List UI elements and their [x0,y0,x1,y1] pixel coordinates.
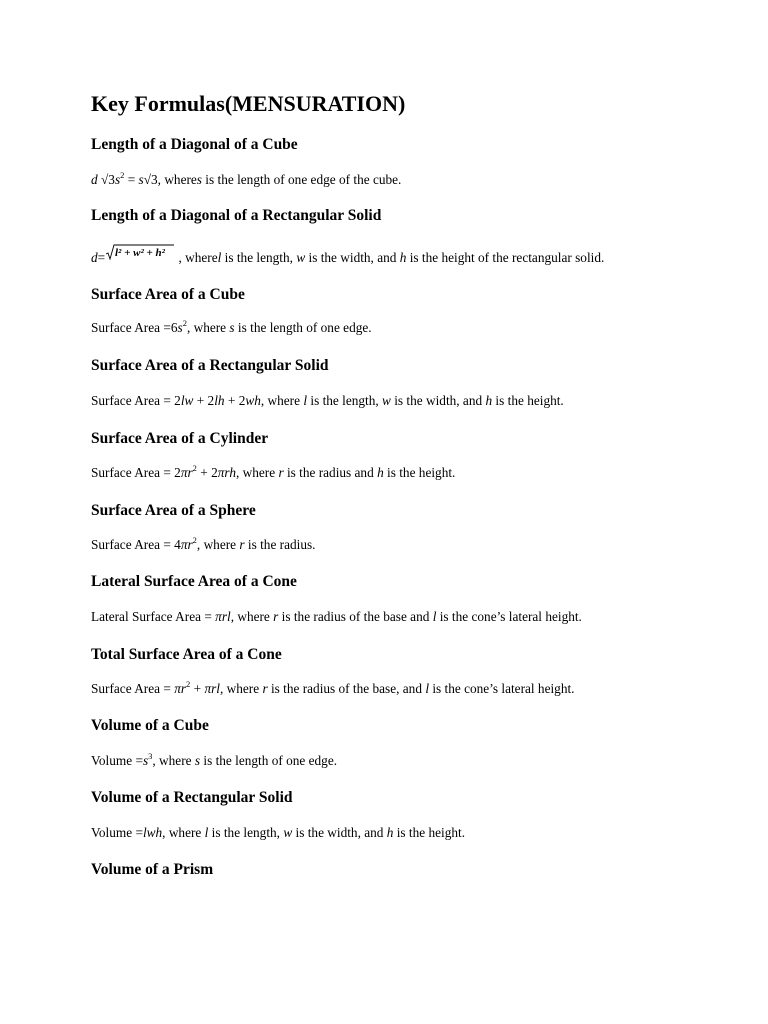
var-s: s [114,172,121,187]
exponent: 2 [192,534,197,545]
var-l: l [217,250,222,265]
var-r: r [278,465,284,480]
text-segment: , where [152,753,195,768]
text-segment: = [97,250,106,265]
var-lwh: lwh [142,825,163,840]
text-segment: is the length of one edge of the cube. [201,172,402,187]
var-w: w [283,825,293,840]
text-segment: , where [219,681,263,696]
var-s: s [194,753,201,768]
var-pi-r: πr [180,465,193,480]
heading-surface-sphere: Surface Area of a Sphere [91,502,256,519]
text-segment: , where [230,609,274,624]
exponent: 3 [148,750,153,761]
text-segment: = [124,172,139,187]
text-segment: is the length, [221,250,297,265]
heading-surface-cube: Surface Area of a Cube [91,286,245,303]
heading-volume-cube: Volume of a Cube [91,717,209,734]
var-w: w [296,250,306,265]
var-r: r [273,609,279,624]
text-segment: is the radius and [283,465,378,480]
text-segment: is the radius of the base, and [267,681,426,696]
exponent: 2 [192,462,197,473]
text-segment: is the height. [383,465,456,480]
text-segment: + 2 [196,465,218,480]
var-r: r [239,537,245,552]
var-d: d [91,172,98,187]
text-segment: , where [175,250,218,265]
text-segment: is the length of one edge. [234,320,372,335]
text-segment: Surface Area = 4 [91,537,181,552]
var-pi-rh: πrh [217,465,236,480]
var-lh: lh [214,393,225,408]
var-s: s [196,172,202,187]
var-s: s [142,753,149,768]
text-segment: Volume = [91,825,143,840]
var-l: l [303,393,308,408]
text-segment: is the length of one edge. [200,753,338,768]
var-s: s [177,320,183,335]
heading-lateral-cone: Lateral Surface Area of a Cone [91,573,297,590]
text-segment: , where [260,393,304,408]
heading-total-surface-cone: Total Surface Area of a Cone [91,646,282,663]
formula-diagonal-cube [91,171,401,189]
var-lw: lw [180,393,194,408]
exponent: 2 [186,678,191,689]
var-l: l [204,825,209,840]
text-segment: is the cone’s lateral height. [436,609,582,624]
text-segment: is the radius. [244,537,316,552]
var-s: s [229,320,235,335]
var-wh: wh [245,393,261,408]
var-d: d [91,250,98,265]
formula-surface-cylinder [91,464,455,482]
text-segment: √3, where [143,172,197,187]
text-segment: , where [235,465,279,480]
var-s: s [138,172,144,187]
heading-volume-prism: Volume of a Prism [91,861,214,878]
heading-surface-rect-solid: Surface Area of a Rectangular Solid [91,357,329,374]
exponent: 2 [120,169,125,180]
var-l: l [432,609,437,624]
formula-lateral-cone [91,608,582,626]
heading-diagonal-rect-solid: Length of a Diagonal of a Rectangular Solid [91,207,382,224]
text-segment: √3 [97,172,115,187]
var-r: r [262,681,268,696]
text-segment: is the length, [307,393,383,408]
heading-volume-rect-solid: Volume of a Rectangular Solid [91,789,293,806]
heading-diagonal-cube: Length of a Diagonal of a Cube [91,136,298,153]
text-segment: , where [162,825,205,840]
text-segment: is the height. [492,393,564,408]
text-segment: + 2 [224,393,246,408]
text-segment: Lateral Surface Area = [91,609,216,624]
text-segment: Surface Area =6 [91,320,178,335]
formula-surface-rect-solid [91,392,564,410]
formula-surface-cube [91,319,372,337]
square-root-image [105,249,175,265]
formula-surface-sphere [91,536,315,554]
var-h: h [399,250,407,265]
var-l: l [425,681,430,696]
text-segment: is the width, and [305,250,400,265]
text-segment: is the height of the rectangular solid. [406,250,605,265]
formula-volume-cube [91,752,337,770]
var-pi-r: πr [174,681,187,696]
var-h: h [386,825,394,840]
text-segment: is the radius of the base and [278,609,433,624]
var-h: h [377,465,384,480]
var-pi-rl: πrl [204,681,220,696]
exponent: 2 [182,317,187,328]
page-title: Key Formulas(MENSURATION) [91,91,406,116]
text-segment: is the length, [208,825,284,840]
text-segment: Surface Area = [91,681,175,696]
text-segment: is the height. [393,825,466,840]
text-segment: is the width, and [390,393,486,408]
radicand: l² + w² + h² [115,247,166,259]
heading-surface-cylinder: Surface Area of a Cylinder [91,430,269,447]
text-segment: is the cone’s lateral height. [429,681,575,696]
text-segment: , where [186,320,230,335]
var-pi-rl: πrl [215,609,231,624]
text-segment: Surface Area = 2 [91,465,181,480]
text-segment: Volume = [91,753,143,768]
text-segment: + [190,681,205,696]
formula-total-surface-cone [91,680,575,698]
radical-sign-icon [105,244,175,262]
formula-volume-rect-solid [91,824,465,842]
var-w: w [382,393,391,408]
var-pi-r: πr [180,537,193,552]
text-segment: is the width, and [292,825,387,840]
text-segment: + 2 [193,393,215,408]
formula-diagonal-rect-solid [91,249,604,267]
var-h: h [485,393,493,408]
text-segment: Surface Area = 2 [91,393,181,408]
text-segment: , where [196,537,240,552]
